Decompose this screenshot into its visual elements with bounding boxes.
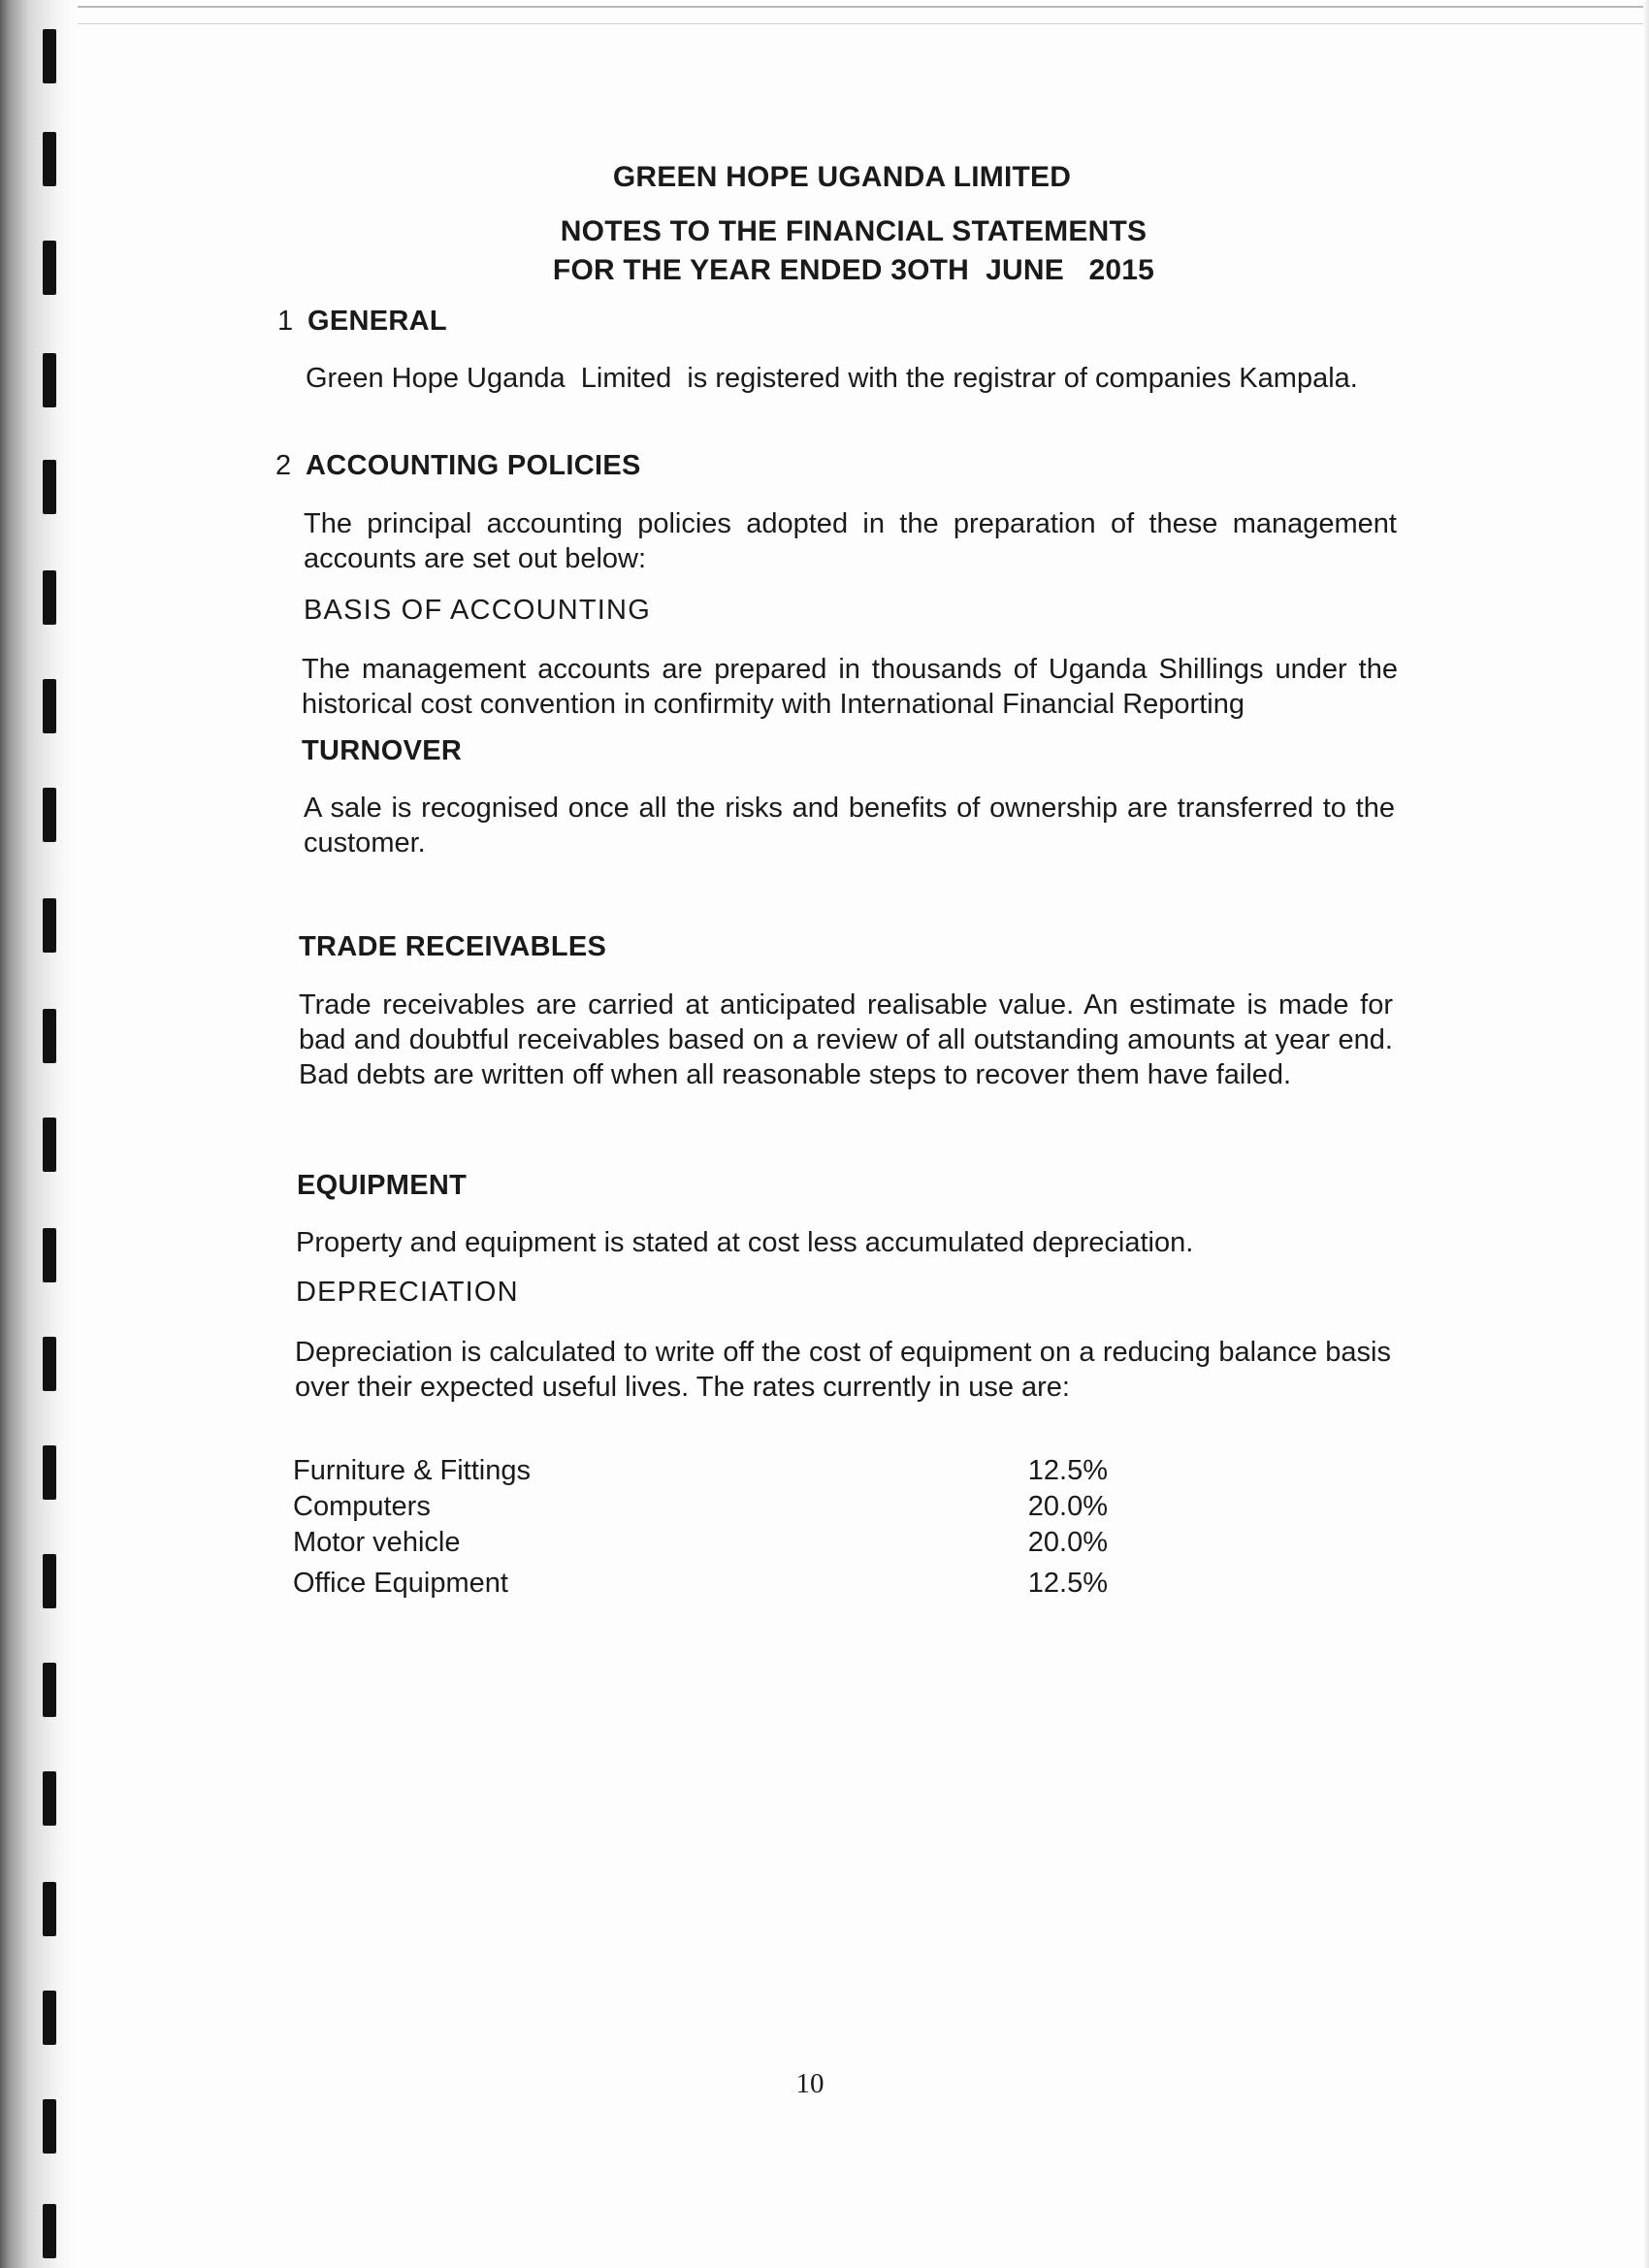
company-name: GREEN HOPE UGANDA LIMITED [612, 161, 1072, 193]
binding-hole [43, 898, 56, 953]
basis-of-accounting-body: The management accounts are prepared in thousands of Uganda Shillings under the historical cost convention in confirmity with International Financial Reporting [302, 654, 1398, 720]
turnover-body: A sale is recognised once all the risks and benefits of ownership are transferred to the customer. [304, 793, 1395, 859]
page-number: 10 [795, 2068, 824, 2099]
heading-general: GENERAL [307, 306, 447, 337]
binding-hole [43, 1009, 56, 1063]
rate-row [293, 1491, 1108, 1527]
rate-asset-name: Office Equipment [293, 1568, 508, 1599]
rate-row [293, 1568, 1108, 1604]
binding-edge [0, 0, 78, 2268]
rate-value: 20.0% [1027, 1491, 1108, 1522]
heading-trade-receivables: TRADE RECEIVABLES [299, 931, 607, 962]
depreciation-body: Depreciation is calculated to write off the cost of equipment on a reducing balance basis over their expected useful lives. The rates currently in use are: [295, 1337, 1391, 1403]
binding-hole [43, 241, 56, 295]
heading-accounting-policies: ACCOUNTING POLICIES [306, 450, 641, 481]
binding-hole [43, 1228, 56, 1282]
rate-row [293, 1527, 1108, 1563]
trade-receivables-body: Trade receivables are carried at anticipated realisable value. An estimate is made for bad and doubtful receivables based on a review of all outstanding amounts at year end. Bad debts are written off when all reasonable steps to recover them have failed. [299, 989, 1393, 1090]
binding-hole [43, 353, 56, 407]
binding-hole [43, 788, 56, 842]
heading-depreciation: DEPRECIATION [296, 1277, 519, 1308]
rate-asset-name: Computers [293, 1491, 431, 1522]
accounting-policies-intro: The principal accounting policies adopted in the preparation of these management accounts are set out below: [304, 508, 1397, 574]
binding-hole [43, 1771, 56, 1826]
binding-hole [43, 460, 56, 514]
binding-hole [43, 1445, 56, 1500]
binding-hole [43, 570, 56, 625]
binding-hole [43, 1337, 56, 1391]
binding-hole [43, 29, 56, 83]
rate-value: 12.5% [1027, 1455, 1108, 1486]
rate-row [293, 1455, 1108, 1491]
binding-hole [43, 1991, 56, 2045]
depreciation-rates-table [293, 1455, 1108, 1604]
binding-hole [43, 2099, 56, 2154]
heading-basis-of-accounting: BASIS OF ACCOUNTING [304, 595, 651, 626]
binding-hole [43, 2204, 56, 2258]
binding-hole [43, 1118, 56, 1172]
heading-turnover: TURNOVER [302, 735, 463, 766]
rate-value: 12.5% [1027, 1568, 1108, 1599]
general-body: Green Hope Uganda Limited is registered with the registrar of companies Kampala. [306, 363, 1358, 394]
heading-equipment: EQUIPMENT [297, 1170, 468, 1201]
notes-title: NOTES TO THE FINANCIAL STATEMENTS [560, 215, 1148, 247]
page-right-edge [1643, 0, 1649, 2268]
section-number-accounting-policies: 2 [275, 450, 292, 481]
section-number-general: 1 [277, 306, 294, 337]
binding-hole [43, 1554, 56, 1608]
period-line: FOR THE YEAR ENDED 3OTH JUNE 2015 [552, 254, 1155, 286]
equipment-body: Property and equipment is stated at cost less accumulated depreciation. [296, 1227, 1194, 1258]
binding-hole [43, 1663, 56, 1717]
rate-asset-name: Motor vehicle [293, 1527, 461, 1558]
binding-hole [43, 679, 56, 733]
top-edge-rule [78, 6, 1649, 24]
rate-asset-name: Furniture & Fittings [293, 1455, 531, 1486]
binding-hole [43, 132, 56, 186]
binding-holes [43, 0, 62, 2268]
rate-value: 20.0% [1027, 1527, 1108, 1558]
binding-hole [43, 1882, 56, 1936]
